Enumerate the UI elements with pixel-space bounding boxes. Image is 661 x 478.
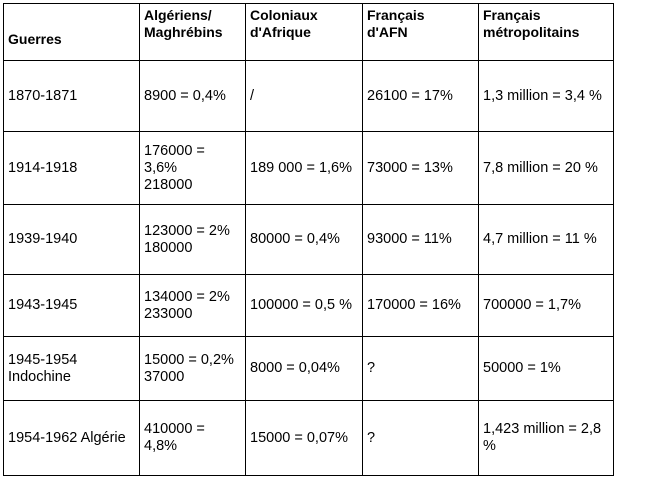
cell-afn [363,205,479,275]
algeriens-value: 410000 = 4,8% [144,421,205,454]
header-afn-line1: Français [367,7,425,23]
cell-algeriens [140,275,246,337]
cell-coloniaux [246,401,363,476]
metro-value: 1,3 million = 3,4 % [483,87,602,104]
header-metro-line1: Français [483,7,541,23]
cell-guerre [4,275,140,337]
guerre-text: 1870-1871 [8,87,78,104]
cell-afn [363,132,479,205]
cell-guerre [4,61,140,132]
cell-coloniaux [246,205,363,275]
cell-afn [363,337,479,401]
header-afn-line2: d'AFN [367,24,408,40]
cell-metro [479,401,614,476]
table-row [4,205,614,275]
cell-metro [479,61,614,132]
table-row [4,401,614,476]
cell-algeriens [140,337,246,401]
metro-value: 4,7 million = 11 % [483,231,597,247]
afn-value: 73000 = 13% [367,159,453,176]
guerre-text: 1954-1962 Algérie [8,429,126,446]
metro-value: 1,423 million = 2,8 [483,421,602,437]
cell-coloniaux [246,275,363,337]
algeriens-value-2: 180000 [144,239,193,256]
coloniaux-value: 189 000 = 1,6% [250,159,352,176]
algeriens-value: 15000 = 0,2% [144,351,234,368]
coloniaux-value: 8000 = 0,04% [250,360,340,376]
header-coloniaux [246,4,363,61]
afn-value: 170000 = 16% [367,297,461,313]
cell-afn [363,275,479,337]
metro-value-2: % [483,438,496,454]
algeriens-value-2: 218000 [144,176,193,193]
cell-guerre [4,401,140,476]
header-row [4,4,614,61]
afn-value: ? [367,429,376,446]
guerre-text: 1939-1940 [8,231,78,247]
header-coloniaux-line1: Coloniaux [250,7,318,23]
header-guerres [4,4,140,61]
header-guerres-text: Guerres [8,30,62,47]
cell-guerre [4,132,140,205]
header-metro-line2: métropolitains [483,24,580,40]
cell-coloniaux [246,337,363,401]
metro-value: 7,8 million = 20 % [483,159,598,176]
header-francais-metro [479,4,614,61]
algeriens-value: 8900 = 0,4% [144,87,226,104]
afn-value: 26100 = 17% [367,87,453,104]
cell-metro [479,275,614,337]
header-algeriens-line1: Algériens/ [144,7,212,23]
cell-afn [363,401,479,476]
cell-guerre [4,205,140,275]
header-algeriens-line2: Maghrébins [144,24,223,40]
cell-afn [363,61,479,132]
guerre-text: 1943-1945 [8,297,78,313]
metro-value: 700000 = 1,7% [483,297,581,313]
guerre-text: 1914-1918 [8,159,78,176]
cell-metro [479,205,614,275]
algeriens-value: 176000 = 3,6% [144,142,205,176]
cell-algeriens [140,401,246,476]
algeriens-value: 134000 = 2% [144,288,230,305]
header-francais-afn [363,4,479,61]
cell-algeriens [140,132,246,205]
table-row [4,61,614,132]
header-algeriens [140,4,246,61]
coloniaux-value: 80000 = 0,4% [250,231,340,247]
algeriens-value: 123000 = 2% [144,222,230,239]
guerre-subtext: Indochine [8,368,71,385]
cell-coloniaux [246,132,363,205]
coloniaux-value: / [250,87,255,104]
coloniaux-value: 15000 = 0,07% [250,429,348,446]
cell-algeriens [140,205,246,275]
header-coloniaux-line2: d'Afrique [250,24,311,40]
afn-value: 93000 = 11% [367,231,452,247]
casualties-table [3,3,614,476]
metro-value: 50000 = 1% [483,360,561,376]
table-row [4,337,614,401]
afn-value: ? [367,360,376,376]
cell-metro [479,337,614,401]
cell-guerre [4,337,140,401]
table-row [4,275,614,337]
cell-algeriens [140,61,246,132]
cell-coloniaux [246,61,363,132]
algeriens-value-2: 233000 [144,305,193,322]
guerre-text: 1945-1954 [8,351,78,368]
coloniaux-value: 100000 = 0,5 % [250,297,352,313]
table-row [4,132,614,205]
algeriens-value-2: 37000 [144,368,185,385]
cell-metro [479,132,614,205]
